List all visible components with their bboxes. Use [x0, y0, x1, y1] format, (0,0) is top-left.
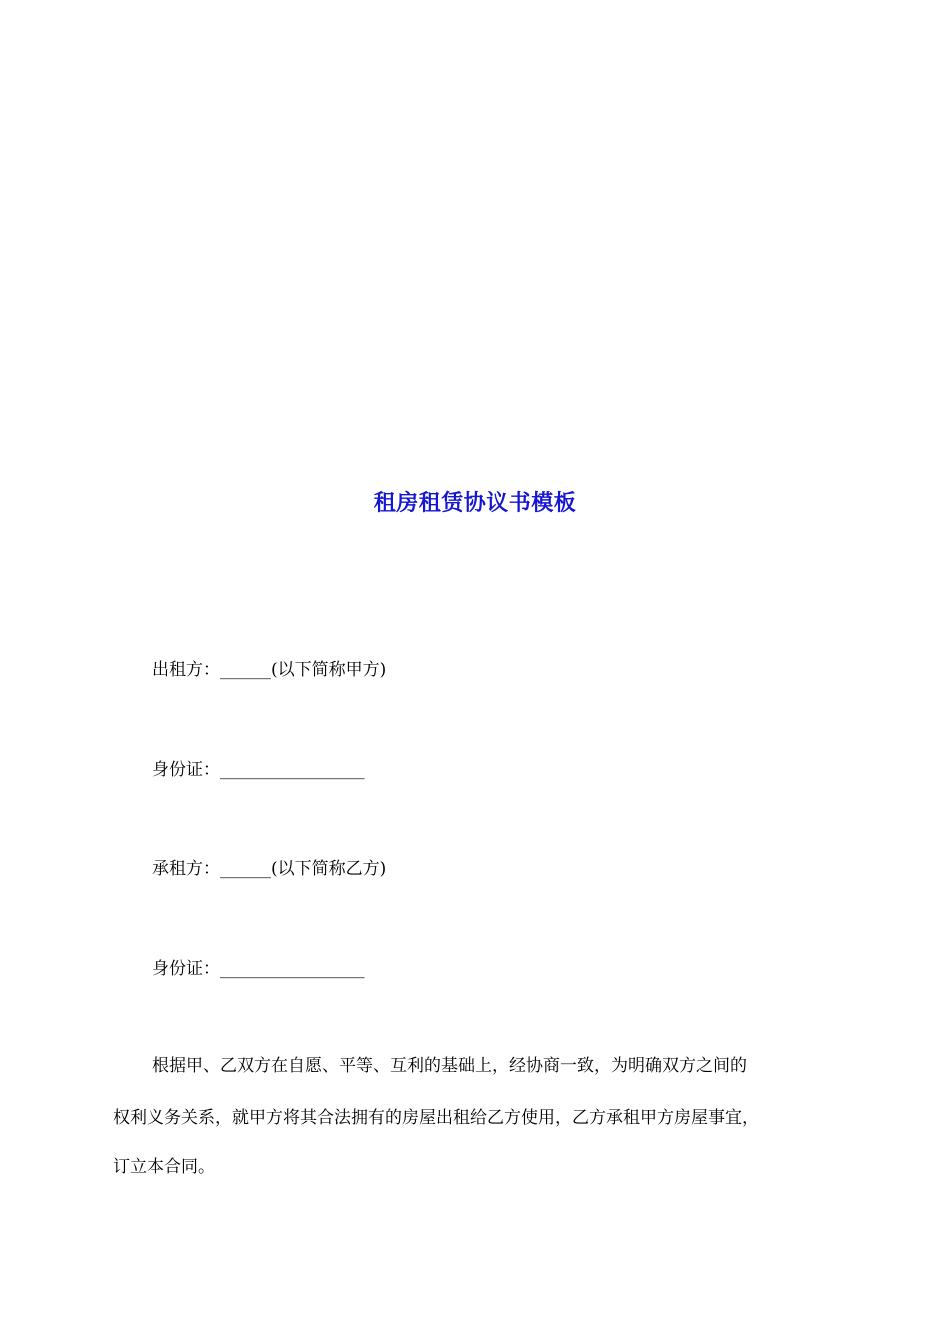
lessee-id-field: 身份证：_________________	[152, 959, 365, 979]
body-paragraph-line-1: 根据甲、乙双方在自愿、平等、互利的基础上，经协商一致，为明确双方之间的	[152, 1056, 747, 1076]
lessee-field: 承租方：______(以下简称乙方)	[152, 859, 387, 879]
body-paragraph-line-2: 权利义务关系，就甲方将其合法拥有的房屋出租给乙方使用，乙方承租甲方房屋事宜，	[113, 1108, 759, 1128]
lessor-field: 出租方：______(以下简称甲方)	[152, 660, 387, 680]
lessor-id-field: 身份证：_________________	[152, 760, 365, 780]
body-paragraph-line-3: 订立本合同。	[113, 1157, 215, 1177]
document-title: 租房租赁协议书模板	[373, 490, 577, 516]
